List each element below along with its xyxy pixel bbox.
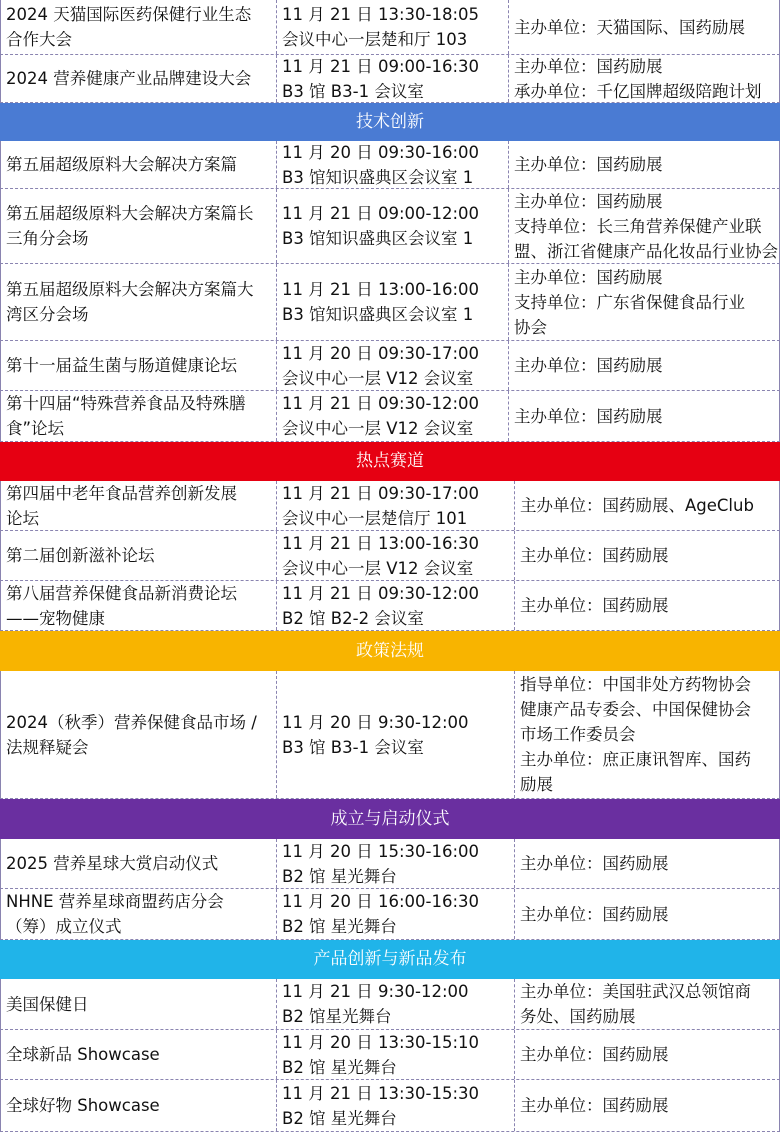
event-name-cell bbox=[0, 1080, 276, 1131]
cell-text-line: 第五届超级原料大会解决方案篇 bbox=[6, 155, 237, 174]
cell-text-line: 11 月 21 日 13:30-15:30 bbox=[282, 1083, 480, 1103]
cell-text-line: 11 月 21 日 09:00-12:00 bbox=[282, 204, 480, 223]
cell-text-line: 主办单位：国药励展 bbox=[514, 406, 663, 426]
cell-text-line: B2 馆星光舞台 bbox=[282, 1007, 392, 1026]
organizer-cell bbox=[514, 1080, 780, 1131]
table-row bbox=[0, 189, 780, 264]
event-name-cell bbox=[0, 141, 276, 188]
cell-text-line: 市场工作委员会 bbox=[520, 725, 636, 744]
table-row bbox=[0, 1080, 780, 1132]
event-name-cell bbox=[0, 979, 276, 1029]
cell-text-line: 主办单位：庶正康讯智库、国药 bbox=[520, 750, 751, 769]
time-venue-cell bbox=[276, 391, 508, 441]
cell-text-line: 第十四届“特殊营养食品及特殊膳 bbox=[6, 394, 246, 413]
table-row bbox=[0, 1030, 780, 1080]
time-venue-cell bbox=[276, 839, 514, 888]
cell-text-line: 第十一届益生菌与肠道健康论坛 bbox=[6, 356, 237, 375]
table-row bbox=[0, 889, 780, 940]
cell-text-line: 会议中心一层 V12 会议室 bbox=[282, 368, 474, 388]
cell-text-line: B3 馆 B3-1 会议室 bbox=[282, 81, 424, 101]
section-title: 技术创新 bbox=[0, 103, 780, 141]
organizer-cell bbox=[508, 341, 780, 390]
cell-text-line: 主办单位：天猫国际、国药励展 bbox=[514, 17, 745, 37]
time-venue-cell bbox=[276, 889, 514, 939]
cell-text-line: 法规释疑会 bbox=[6, 737, 89, 757]
section-title: 成立与启动仪式 bbox=[0, 799, 780, 839]
event-name-cell bbox=[0, 581, 276, 630]
time-venue-cell bbox=[276, 481, 514, 530]
cell-text-line: B3 馆 B3-1 会议室 bbox=[282, 737, 424, 757]
event-name-cell bbox=[0, 671, 276, 798]
cell-text-line: 11 月 21 日 09:30-17:00 bbox=[282, 483, 480, 503]
organizer-cell bbox=[508, 189, 780, 263]
cell-text-line: B2 馆 星光舞台 bbox=[282, 1057, 397, 1077]
time-venue-cell bbox=[276, 264, 508, 340]
cell-text-line: 11 月 20 日 09:30-16:00 bbox=[282, 142, 480, 162]
cell-text-line: 合作大会 bbox=[6, 30, 72, 49]
cell-text-line: 第二届创新滋补论坛 bbox=[6, 546, 155, 565]
organizer-cell bbox=[508, 141, 780, 188]
cell-text-line: B3 馆知识盛典区会议室 1 bbox=[282, 167, 474, 187]
cell-text-line: 湾区分会场 bbox=[6, 305, 89, 324]
cell-text-line: 主办单位：国药励展 bbox=[520, 904, 669, 924]
section-title: 热点赛道 bbox=[0, 442, 780, 481]
section-title: 产品创新与新品发布 bbox=[0, 940, 780, 979]
event-name-cell bbox=[0, 839, 276, 888]
cell-text-line: 主办单位：国药励展 bbox=[520, 854, 669, 873]
cell-text-line: 承办单位：千亿国牌超级陪跑计划 bbox=[514, 81, 762, 101]
cell-text-line: 支持单位：长三角营养保健产业联 bbox=[514, 216, 762, 236]
cell-text-line: B3 馆知识盛典区会议室 1 bbox=[282, 229, 474, 248]
time-venue-cell bbox=[276, 341, 508, 390]
cell-text-line: 主办单位：国药励展 bbox=[520, 1045, 669, 1064]
event-name-cell bbox=[0, 264, 276, 340]
organizer-cell bbox=[514, 671, 780, 798]
organizer-cell bbox=[514, 481, 780, 530]
cell-text-line: 11 月 20 日 9:30-12:00 bbox=[282, 712, 469, 732]
organizer-cell bbox=[508, 55, 780, 102]
cell-text-line: 三角分会场 bbox=[6, 229, 89, 248]
event-name-cell bbox=[0, 55, 276, 102]
cell-text-line: 会议中心一层 V12 会议室 bbox=[282, 558, 474, 578]
organizer-cell bbox=[508, 264, 780, 340]
time-venue-cell bbox=[276, 581, 514, 630]
organizer-cell bbox=[514, 889, 780, 939]
organizer-cell bbox=[508, 0, 780, 54]
cell-text-line: 第五届超级原料大会解决方案篇大 bbox=[6, 280, 254, 299]
cell-text-line: 全球新品 Showcase bbox=[6, 1045, 160, 1064]
cell-text-line: 11 月 21 日 09:30-12:00 bbox=[282, 394, 480, 413]
table-row bbox=[0, 55, 780, 103]
cell-text-line: B2 馆 星光舞台 bbox=[282, 866, 397, 886]
cell-text-line: 指导单位：中国非处方药物协会 bbox=[520, 675, 751, 694]
time-venue-cell bbox=[276, 1080, 514, 1131]
cell-text-line: 盟、浙江省健康产品化妆品行业协会 bbox=[514, 241, 778, 261]
cell-text-line: 论坛 bbox=[6, 508, 39, 528]
cell-text-line: 主办单位：国药励展、AgeClub bbox=[520, 496, 754, 515]
table-row bbox=[0, 979, 780, 1030]
cell-text-line: 会议中心一层 V12 会议室 bbox=[282, 419, 474, 438]
cell-text-line: 主办单位：国药励展 bbox=[514, 56, 663, 76]
time-venue-cell bbox=[276, 141, 508, 188]
event-name-cell bbox=[0, 1030, 276, 1079]
time-venue-cell bbox=[276, 189, 508, 263]
table-row bbox=[0, 264, 780, 341]
cell-text-line: 全球好物 Showcase bbox=[6, 1096, 160, 1115]
event-name-cell bbox=[0, 189, 276, 263]
cell-text-line: 会议中心一层楚信厅 101 bbox=[282, 508, 468, 528]
cell-text-line: B3 馆知识盛典区会议室 1 bbox=[282, 305, 474, 324]
time-venue-cell bbox=[276, 979, 514, 1029]
cell-text-line: 励展 bbox=[520, 775, 553, 794]
cell-text-line: B2 馆 星光舞台 bbox=[282, 1108, 397, 1128]
cell-text-line: 主办单位：国药励展 bbox=[520, 1096, 669, 1115]
cell-text-line: B2 馆 星光舞台 bbox=[282, 917, 397, 936]
cell-text-line: 第八届营养保健食品新消费论坛 bbox=[6, 583, 237, 603]
cell-text-line: 11 月 21 日 09:30-12:00 bbox=[282, 583, 480, 603]
event-name-cell bbox=[0, 341, 276, 390]
cell-text-line: B2 馆 B2-2 会议室 bbox=[282, 608, 424, 628]
time-venue-cell bbox=[276, 0, 508, 54]
cell-text-line: 2025 营养星球大赏启动仪式 bbox=[6, 854, 219, 873]
cell-text-line: 主办单位：国药励展 bbox=[520, 546, 669, 565]
cell-text-line: 主办单位：美国驻武汉总领馆商 bbox=[520, 982, 751, 1001]
cell-text-line: 会议中心一层楚和厅 103 bbox=[282, 30, 468, 49]
table-row bbox=[0, 0, 780, 55]
table-row bbox=[0, 341, 780, 391]
event-name-cell bbox=[0, 889, 276, 939]
table-row bbox=[0, 141, 780, 189]
cell-text-line: 第四届中老年食品营养创新发展 bbox=[6, 483, 237, 503]
organizer-cell bbox=[514, 581, 780, 630]
cell-text-line: 11 月 21 日 9:30-12:00 bbox=[282, 982, 469, 1001]
event-name-cell bbox=[0, 391, 276, 441]
event-name-cell bbox=[0, 481, 276, 530]
cell-text-line: NHNE 营养星球商盟药店分会 bbox=[6, 892, 224, 911]
cell-text-line: ——宠物健康 bbox=[6, 608, 105, 628]
cell-text-line: （筹）成立仪式 bbox=[6, 917, 122, 936]
table-row bbox=[0, 481, 780, 531]
cell-text-line: 11 月 20 日 09:30-17:00 bbox=[282, 343, 480, 363]
cell-text-line: 协会 bbox=[514, 317, 547, 337]
cell-text-line: 11 月 21 日 13:00-16:00 bbox=[282, 280, 480, 299]
event-name-cell bbox=[0, 531, 276, 580]
table-row bbox=[0, 531, 780, 581]
time-venue-cell bbox=[276, 671, 514, 798]
organizer-cell bbox=[514, 531, 780, 580]
cell-text-line: 健康产品专委会、中国保健协会 bbox=[520, 700, 751, 719]
cell-text-line: 11 月 21 日 13:30-18:05 bbox=[282, 5, 480, 24]
cell-text-line: 2024 天猫国际医药保健行业生态 bbox=[6, 5, 252, 24]
cell-text-line: 主办单位：国药励展 bbox=[514, 356, 663, 375]
cell-text-line: 2024（秋季）营养保健食品市场 / bbox=[6, 712, 257, 732]
cell-text-line: 11 月 21 日 13:00-16:30 bbox=[282, 533, 480, 553]
cell-text-line: 第五届超级原料大会解决方案篇长 bbox=[6, 204, 254, 223]
cell-text-line: 主办单位：国药励展 bbox=[514, 267, 663, 287]
cell-text-line: 支持单位：广东省保健食品行业 bbox=[514, 292, 745, 312]
cell-text-line: 务处、国药励展 bbox=[520, 1007, 636, 1026]
time-venue-cell bbox=[276, 55, 508, 102]
table-row bbox=[0, 391, 780, 442]
organizer-cell bbox=[514, 1030, 780, 1079]
time-venue-cell bbox=[276, 1030, 514, 1079]
table-row bbox=[0, 839, 780, 889]
organizer-cell bbox=[508, 391, 780, 441]
cell-text-line: 11 月 20 日 16:00-16:30 bbox=[282, 892, 480, 911]
cell-text-line: 美国保健日 bbox=[6, 994, 89, 1014]
organizer-cell bbox=[514, 979, 780, 1029]
section-title: 政策法规 bbox=[0, 631, 780, 671]
table-row bbox=[0, 581, 780, 631]
event-name-cell bbox=[0, 0, 276, 54]
table-row bbox=[0, 671, 780, 799]
cell-text-line: 2024 营养健康产业品牌建设大会 bbox=[6, 69, 252, 88]
cell-text-line: 11 月 20 日 13:30-15:10 bbox=[282, 1032, 480, 1052]
cell-text-line: 主办单位：国药励展 bbox=[520, 596, 669, 615]
cell-text-line: 11 月 20 日 15:30-16:00 bbox=[282, 841, 480, 861]
organizer-cell bbox=[514, 839, 780, 888]
cell-text-line: 11 月 21 日 09:00-16:30 bbox=[282, 56, 480, 76]
cell-text-line: 食”论坛 bbox=[6, 419, 65, 438]
cell-text-line: 主办单位：国药励展 bbox=[514, 155, 663, 174]
time-venue-cell bbox=[276, 531, 514, 580]
cell-text-line: 主办单位：国药励展 bbox=[514, 191, 663, 211]
